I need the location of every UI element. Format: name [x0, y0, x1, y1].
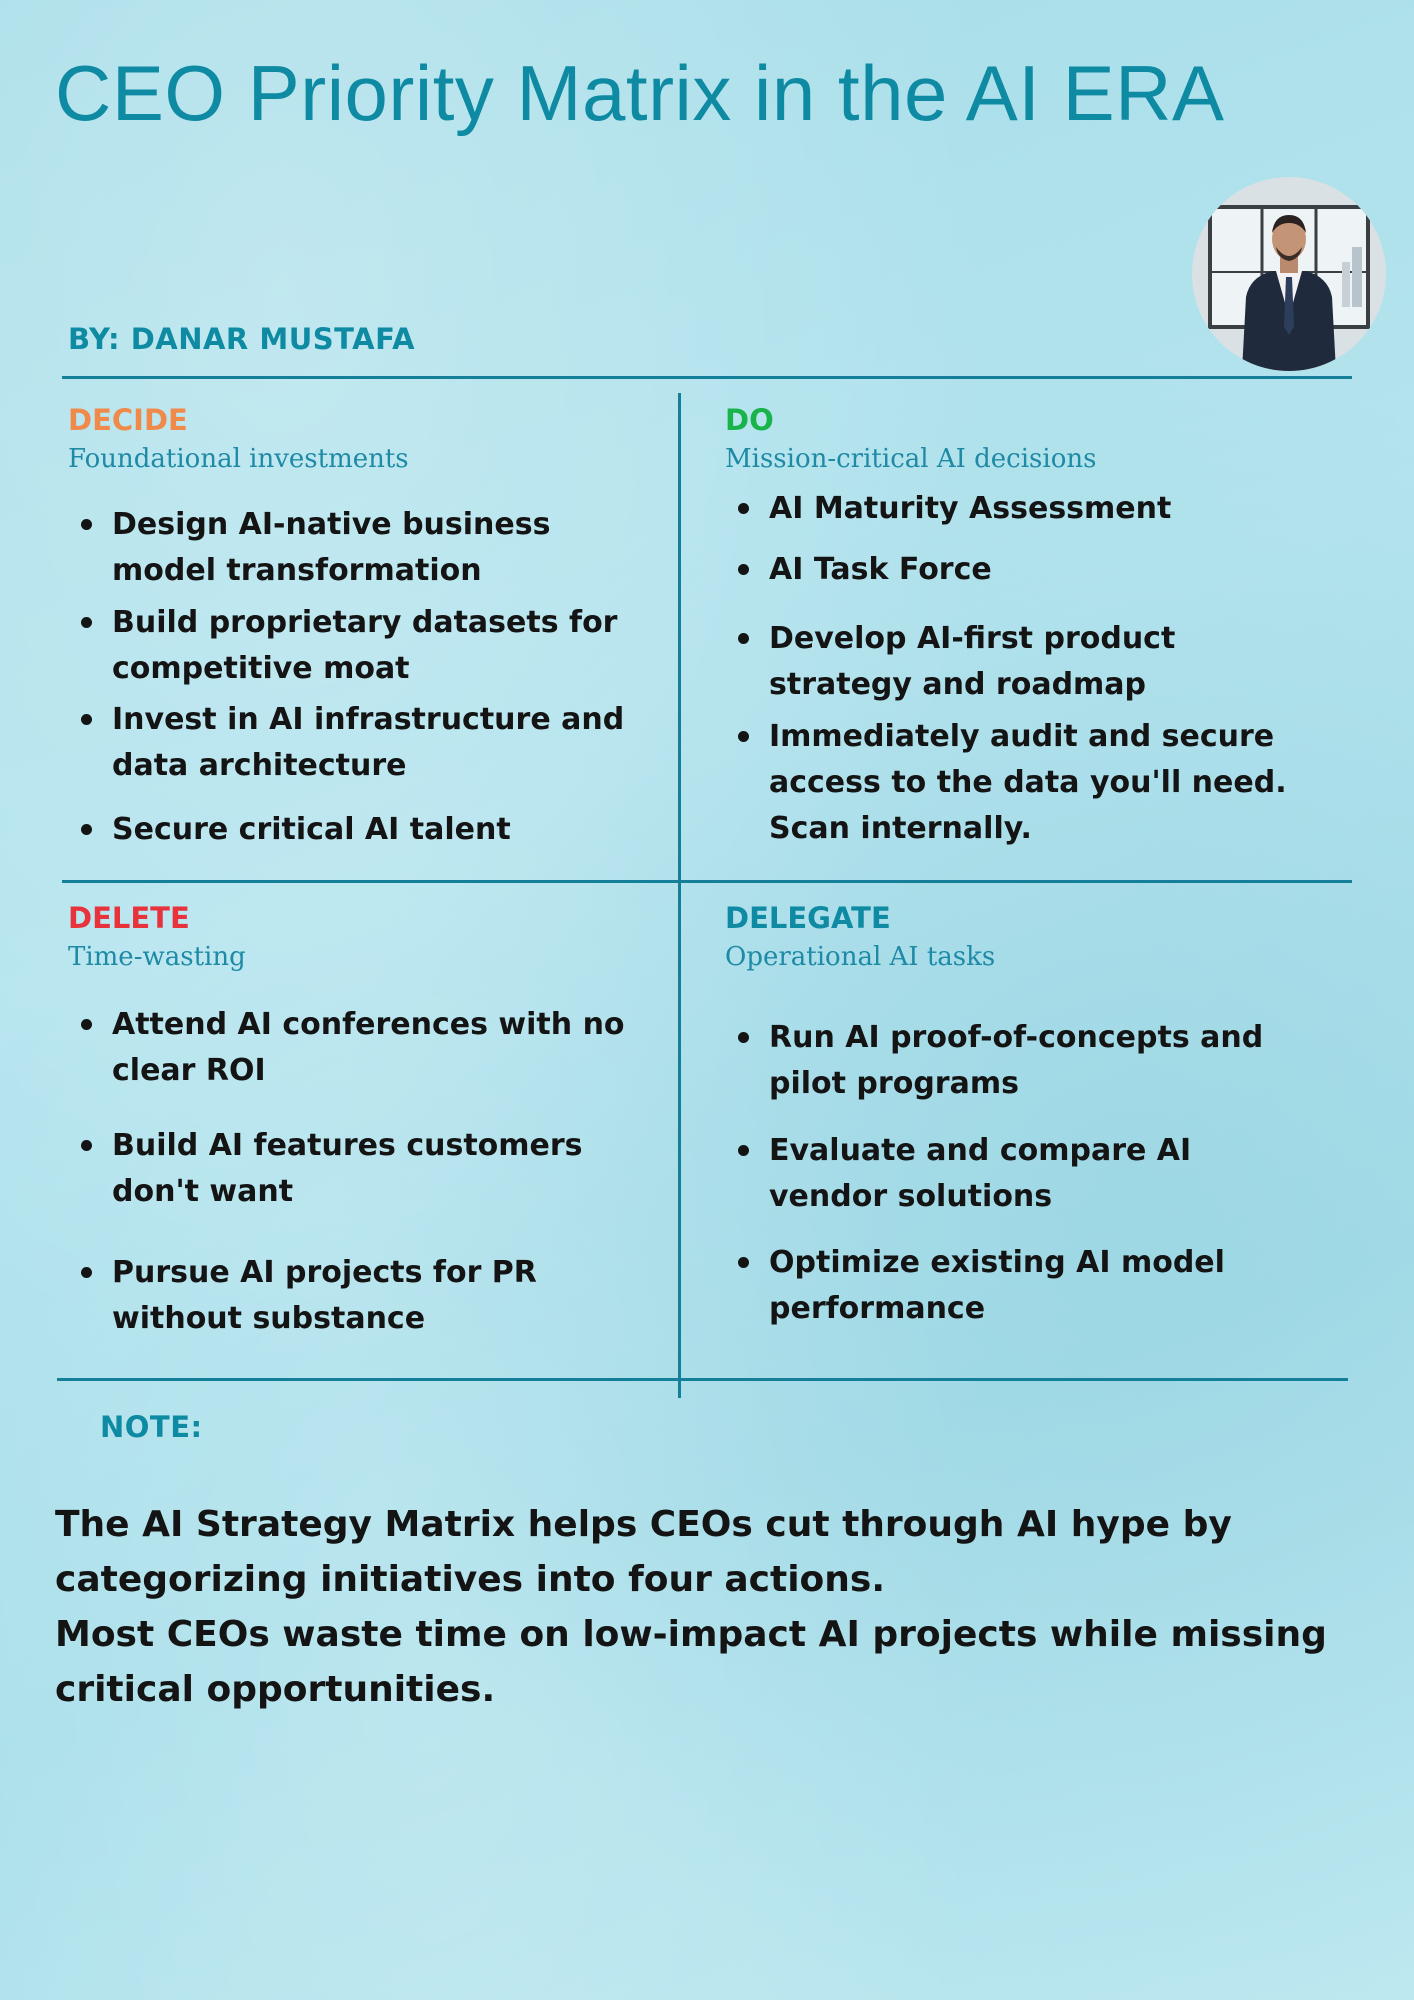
list-item: AI Maturity Assessment [725, 486, 1345, 532]
bullet-icon [738, 633, 749, 644]
author-byline: BY: DANAR MUSTAFA [68, 322, 416, 356]
matrix-bottom-divider [57, 1378, 1348, 1381]
matrix-horizontal-divider [62, 880, 1352, 883]
bullet-icon [81, 1140, 92, 1151]
quadrant-delegate-subtitle: Operational AI tasks [725, 942, 996, 972]
bullet-icon [81, 1267, 92, 1278]
quadrant-delete-subtitle: Time-wasting [68, 942, 246, 972]
person-portrait-icon [1192, 177, 1386, 371]
bullet-icon [738, 503, 749, 514]
list-item: Design AI-native business model transformation [68, 502, 628, 594]
list-item: Optimize existing AI model performance [725, 1240, 1285, 1332]
note-text [55, 1497, 1355, 1717]
quadrant-decide-label: DECIDE [68, 403, 188, 437]
quadrant-delete [68, 900, 648, 1336]
list-item: Run AI proof-of-concepts and pilot programs [725, 1015, 1285, 1107]
list-item: Evaluate and compare AI vendor solutions [725, 1128, 1285, 1220]
quadrant-do-subtitle: Mission-critical AI decisions [725, 444, 1097, 474]
quadrant-delegate [725, 900, 1305, 1326]
bullet-icon [81, 824, 92, 835]
quadrant-delegate-label: DELEGATE [725, 901, 891, 935]
list-item: Build AI features customers don't want [68, 1123, 628, 1215]
list-item: Pursue AI projects for PR without substance [68, 1250, 628, 1342]
list-item: Build proprietary datasets for competitive moat [68, 600, 628, 692]
quadrant-delete-label: DELETE [68, 901, 190, 935]
page-title: CEO Priority Matrix in the AI ERA [55, 49, 1225, 137]
bullet-icon [81, 519, 92, 530]
note-text-paragraph-2: Most CEOs waste time on low-impact AI projects while missing critical opportunities. [55, 1614, 1327, 1710]
bullet-icon [738, 1032, 749, 1043]
note-label: NOTE: [100, 1410, 203, 1444]
quadrant-do [725, 402, 1305, 846]
header-divider [62, 376, 1352, 379]
bullet-icon [738, 564, 749, 575]
bullet-icon [738, 731, 749, 742]
list-item: Develop AI-first product strategy and roadmap [725, 616, 1285, 708]
bullet-icon [738, 1257, 749, 1268]
bullet-icon [81, 714, 92, 725]
list-item: Immediately audit and secure access to the data you'll need. Scan internally. [725, 714, 1345, 852]
bullet-icon [738, 1145, 749, 1156]
quadrant-decide [68, 402, 648, 847]
list-item: Invest in AI infrastructure and data architecture [68, 697, 628, 789]
list-item: AI Task Force [725, 547, 1345, 593]
matrix-vertical-divider [678, 393, 681, 1398]
note-text-paragraph-1: The AI Strategy Matrix helps CEOs cut through AI hype by categorizing initiatives into four actions. [55, 1504, 1232, 1600]
list-item: Secure critical AI talent [68, 807, 628, 853]
author-avatar [1192, 177, 1386, 371]
bullet-icon [81, 1019, 92, 1030]
bullet-icon [81, 617, 92, 628]
quadrant-do-label: DO [725, 403, 774, 437]
quadrant-decide-subtitle: Foundational investments [68, 444, 409, 474]
list-item: Attend AI conferences with no clear ROI [68, 1002, 628, 1094]
